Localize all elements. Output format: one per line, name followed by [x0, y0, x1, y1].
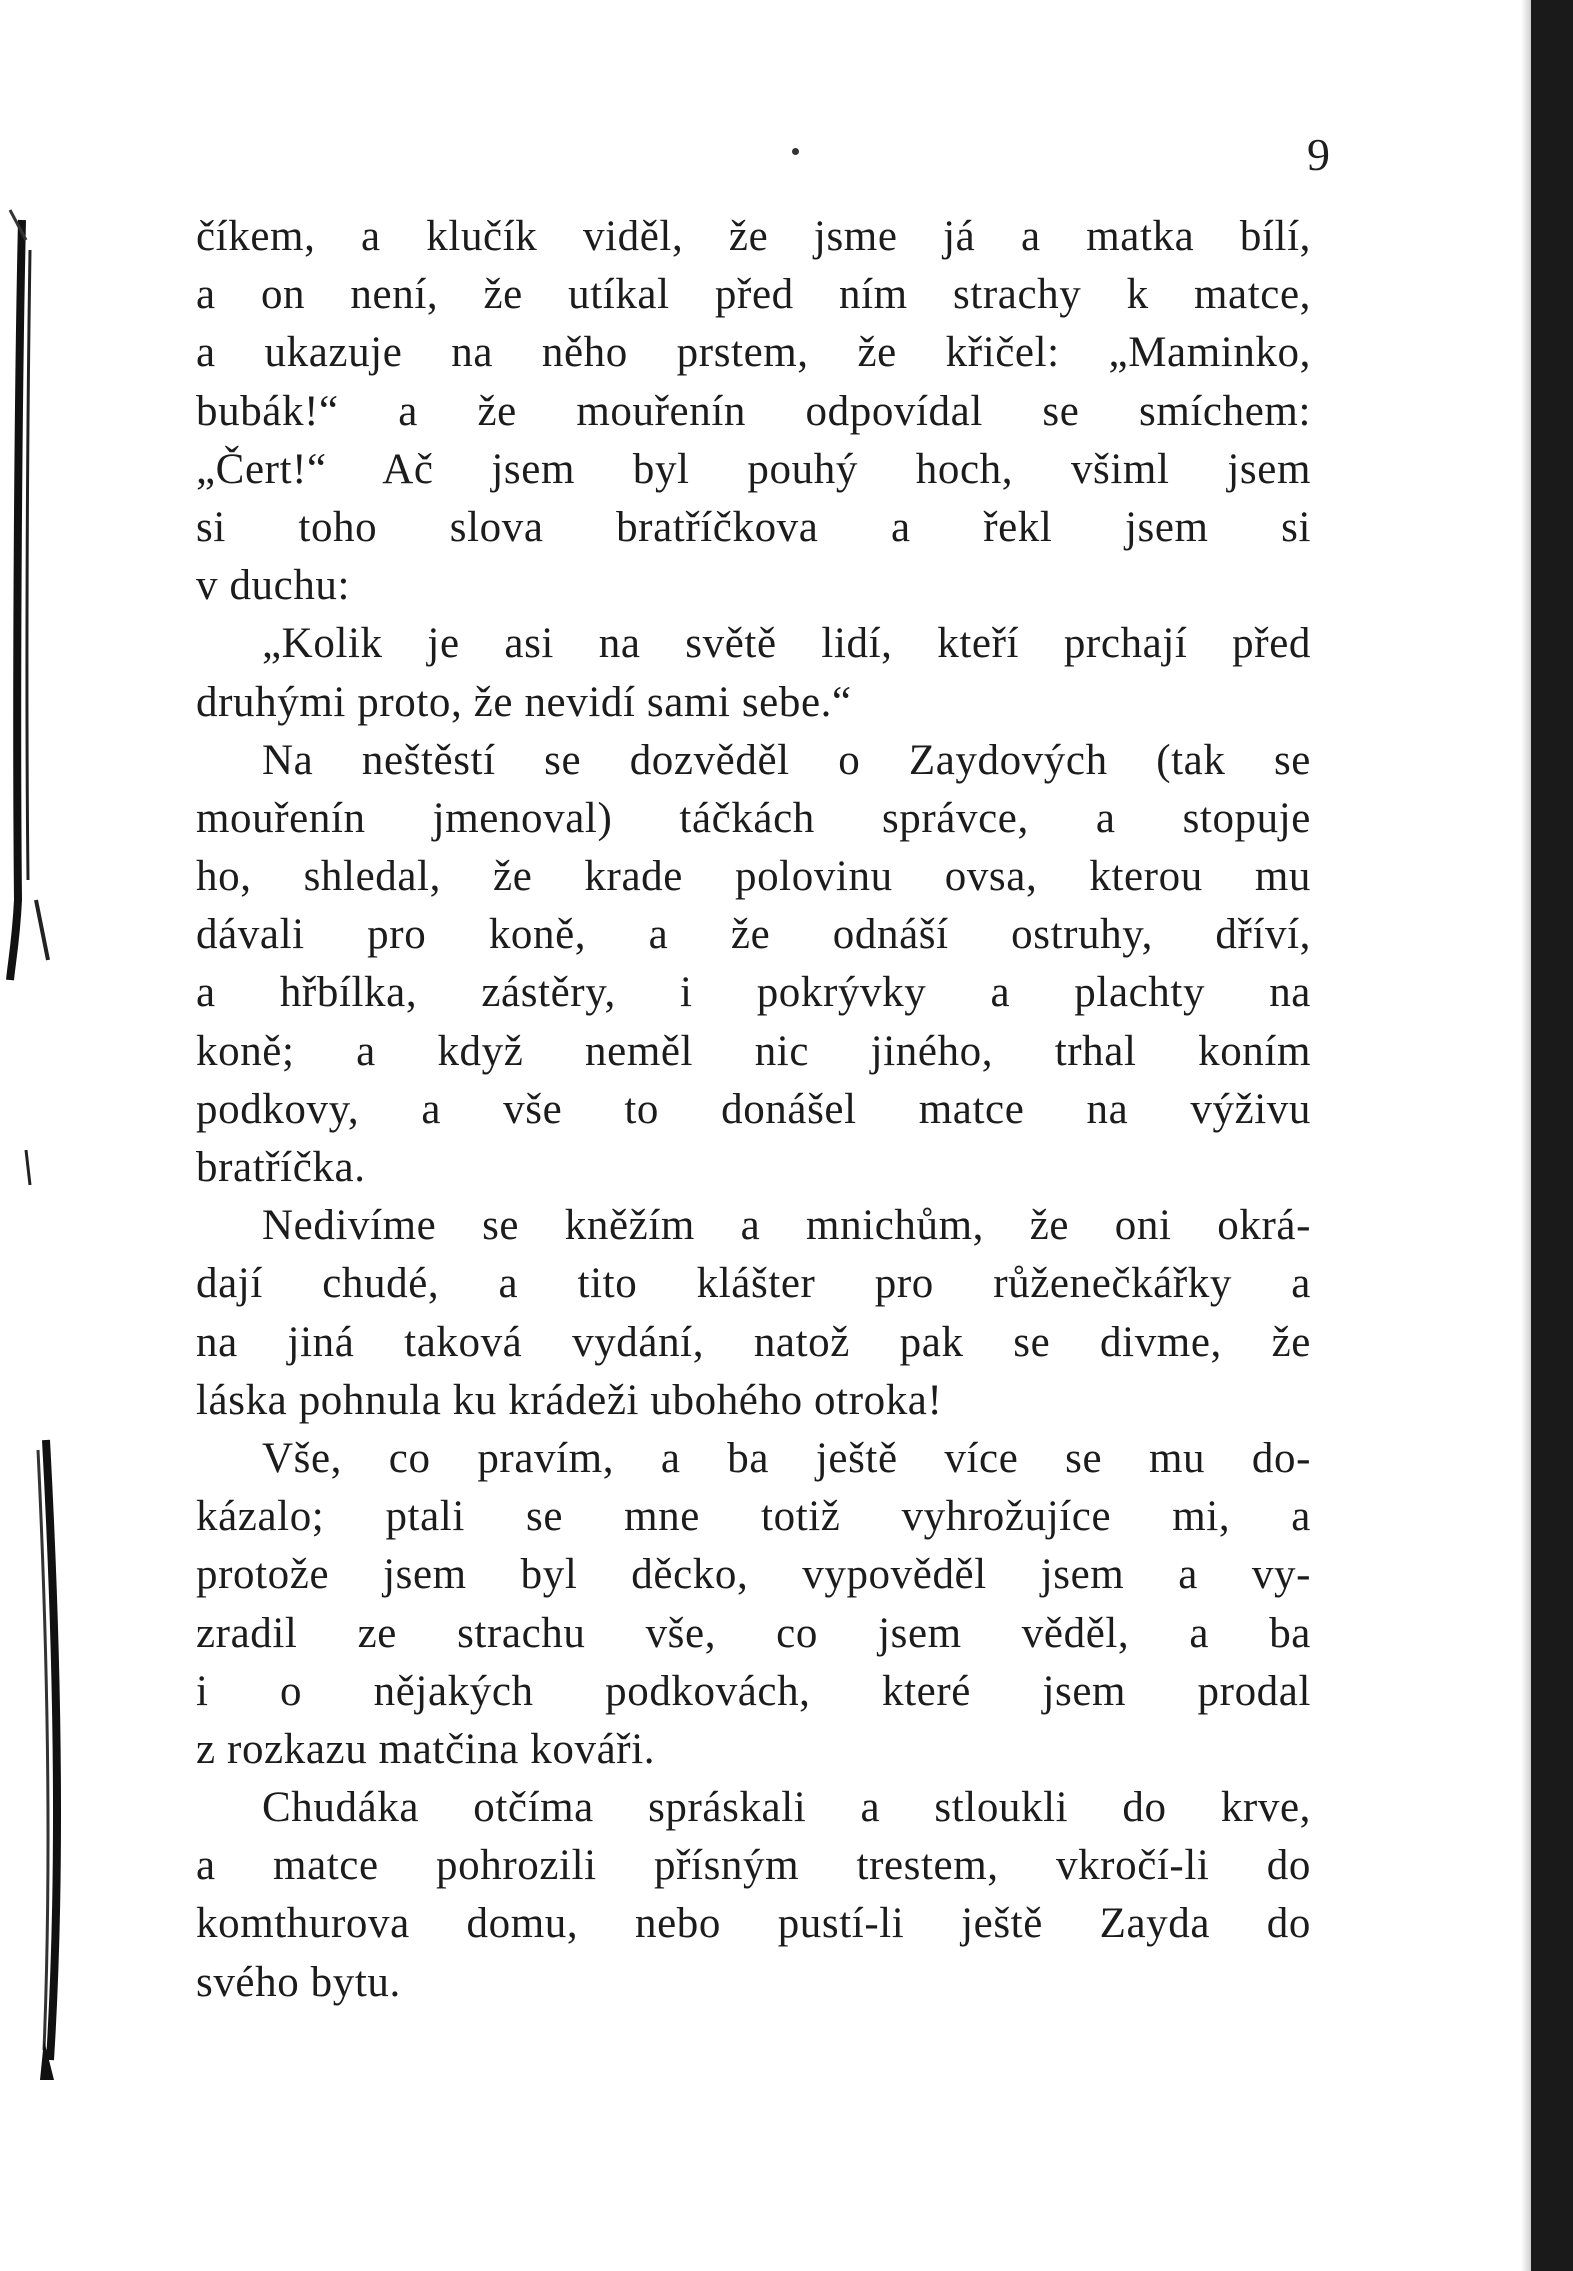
page-edge-shade: [1521, 0, 1531, 2271]
text-line: číkem, a klučík viděl, že jsme já a matka bílí,: [196, 213, 1311, 260]
text-line: mouřenín jmenoval) táčkách správce, a stopuje: [196, 794, 1311, 842]
text-line: Chudáka otčíma spráskali a stloukli do krve,: [262, 1784, 1311, 1832]
text-line: i o nějakých podkovách, které jsem prodal: [196, 1667, 1311, 1715]
paragraph: [196, 615, 1311, 731]
paragraph: [196, 208, 1311, 615]
text-line: ho, shledal, že krade polovinu ovsa, kterou mu: [196, 853, 1311, 901]
paragraph: [196, 1197, 1311, 1430]
text-line: kázalo; ptali se mne totiž vyhrožujíce mi, a: [196, 1493, 1311, 1541]
text-line: a on není, že utíkal před ním strachy k matce,: [196, 271, 1311, 319]
paragraph: [196, 732, 1311, 1198]
text-line: „Kolik je asi na světě lidí, kteří prchají před: [262, 620, 1311, 668]
text-line: Na neštěstí se dozvěděl o Zaydových (tak se: [262, 736, 1311, 784]
text-line: Nedivíme se kněžím a mnichům, že oni okrá-: [262, 1202, 1311, 1250]
paragraph: [196, 1779, 1311, 2012]
text-line: a matce pohrozili přísným trestem, vkročí-li do: [196, 1842, 1311, 1890]
text-line: „Čert!“ Ač jsem byl pouhý hoch, všiml jsem: [196, 445, 1311, 493]
paragraph: [196, 1430, 1311, 1779]
text-line: Vše, co pravím, a ba ještě více se mu do-: [262, 1434, 1311, 1482]
text-line: si toho slova bratříčkova a řekl jsem si: [196, 503, 1311, 551]
text-line: druhými proto, že nevidí sami sebe.“: [196, 678, 852, 726]
text-line: svého bytu.: [196, 1958, 401, 2006]
text-line: koně; a když neměl nic jiného, trhal koním: [196, 1027, 1311, 1075]
text-line: v duchu:: [196, 562, 351, 610]
scan-border: [1531, 0, 1573, 2271]
binding-shadow: [0, 0, 80, 2271]
body-text: [196, 208, 1311, 2012]
text-line: protože jsem byl děcko, vypověděl jsem a vy-: [196, 1551, 1311, 1599]
text-line: a hřbílka, zástěry, i pokrývky a plachty na: [196, 969, 1311, 1017]
text-line: na jiná taková vydání, natož pak se divme, že: [196, 1318, 1311, 1366]
page-number: 9: [1307, 129, 1330, 180]
text-line: podkovy, a vše to donášel matce na výživu: [196, 1085, 1311, 1133]
text-line: zradil ze strachu vše, co jsem věděl, a ba: [196, 1609, 1311, 1657]
text-line: a ukazuje na něho prstem, že křičel: „Maminko,: [196, 329, 1311, 377]
text-line: dají chudé, a tito klášter pro růženečkářky a: [196, 1260, 1311, 1308]
text-line: bubák!“ a že mouřenín odpovídal se smíchem:: [196, 387, 1311, 435]
text-line: bratříčka.: [196, 1144, 366, 1191]
text-line: láska pohnula ku krádeži ubohého otroka!: [196, 1376, 943, 1424]
print-dot: [792, 148, 799, 155]
text-line: dávali pro koně, a že odnáší ostruhy, dříví,: [196, 911, 1311, 959]
text-line: komthurova domu, nebo pustí-li ještě Zayda do: [196, 1900, 1311, 1948]
text-line: z rozkazu matčina kováři.: [196, 1725, 656, 1773]
